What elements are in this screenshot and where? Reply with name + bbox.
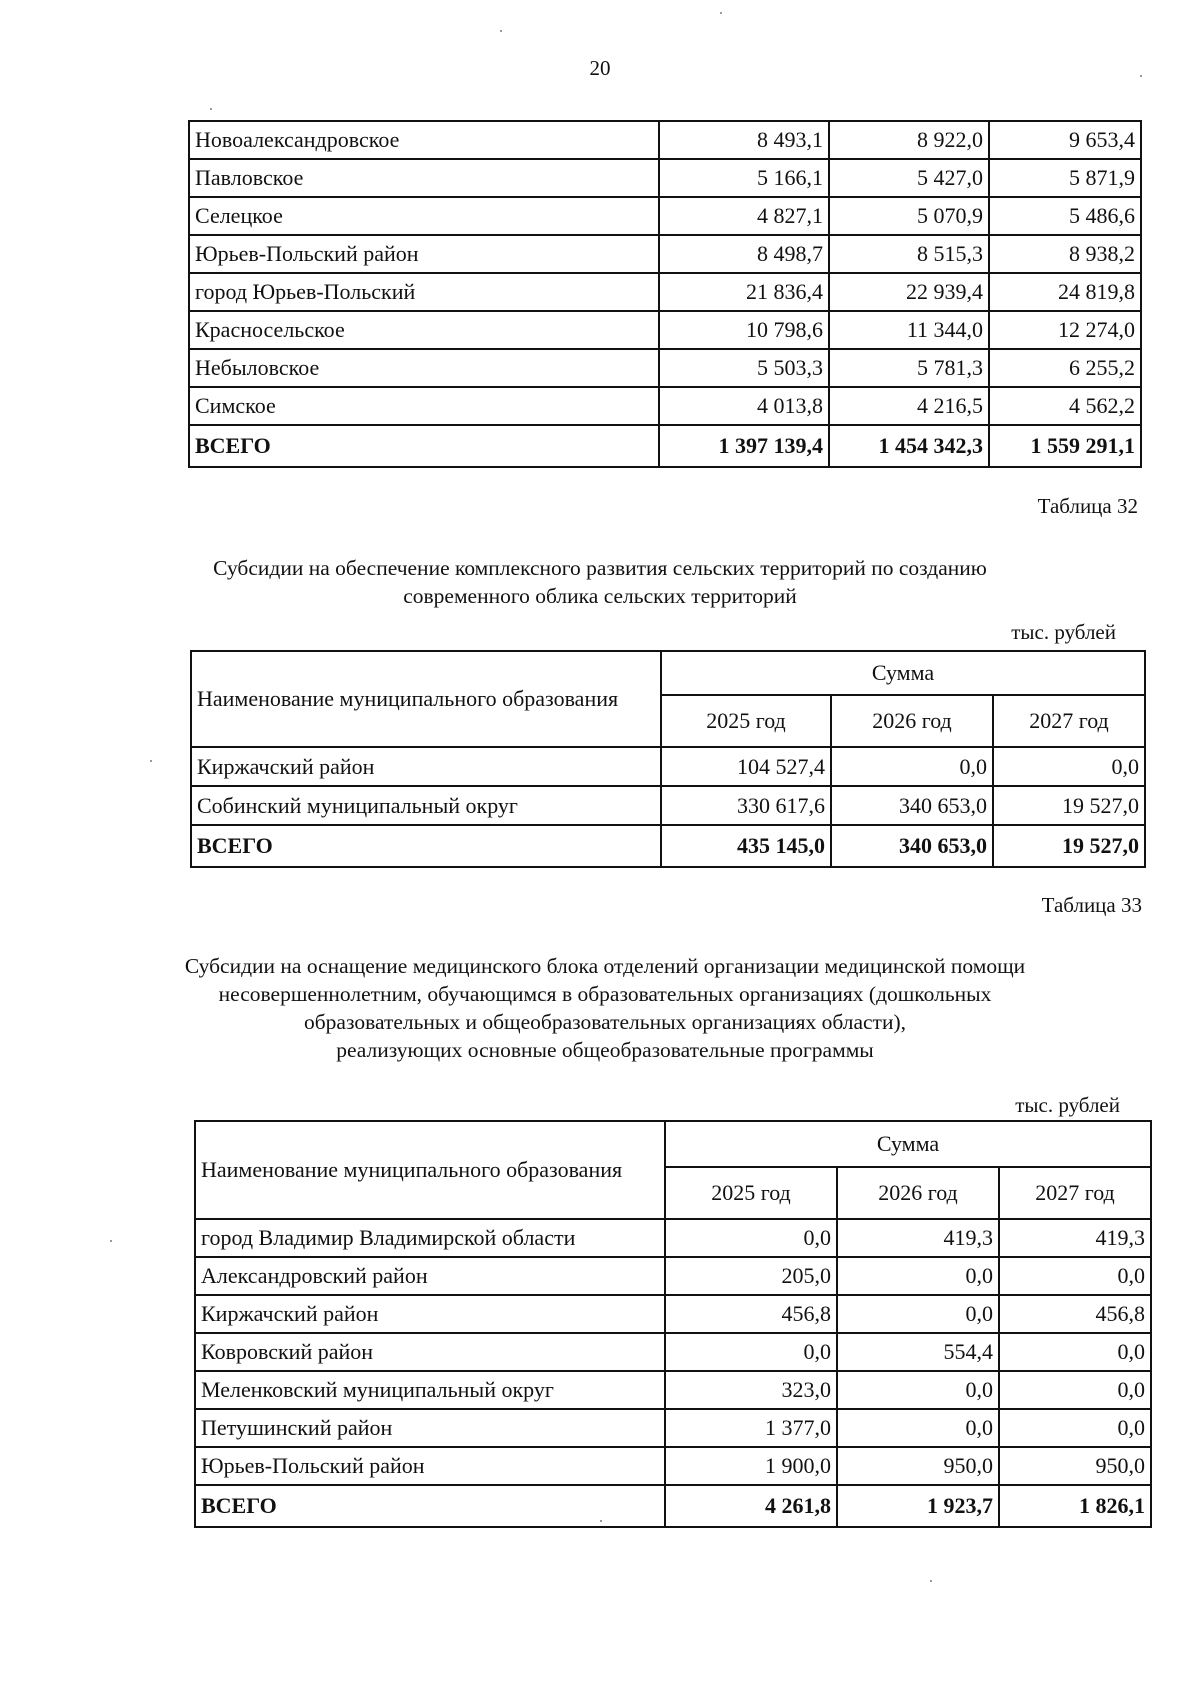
value-2025: 1 377,0: [665, 1409, 837, 1447]
value-2026: 950,0: [837, 1447, 999, 1485]
table-row: [195, 1333, 1151, 1371]
row-name: Собинский муниципальный округ: [191, 786, 661, 825]
row-name: Меленковский муниципальный округ: [195, 1371, 665, 1409]
value-2026: 5 427,0: [829, 159, 989, 197]
total-row: [191, 825, 1145, 867]
value-2026: 0,0: [837, 1295, 999, 1333]
value-2025: 4 013,8: [659, 387, 829, 425]
scan-speck: [600, 1520, 602, 1522]
value-2025: 330 617,6: [661, 786, 831, 825]
total-2026: 340 653,0: [831, 825, 993, 867]
table33-units: тыс. рублей: [1015, 1093, 1120, 1117]
total-row: [189, 425, 1141, 467]
table-row: [189, 349, 1141, 387]
value-2025: 0,0: [665, 1333, 837, 1371]
total-2026: 1 923,7: [837, 1485, 999, 1527]
value-2027: 5 871,9: [989, 159, 1141, 197]
value-2026: 8 515,3: [829, 235, 989, 273]
total-2025: 435 145,0: [661, 825, 831, 867]
value-2025: 4 827,1: [659, 197, 829, 235]
value-2025: 104 527,4: [661, 747, 831, 786]
value-2026: 0,0: [837, 1409, 999, 1447]
value-2027: 0,0: [999, 1333, 1151, 1371]
value-2026: 4 216,5: [829, 387, 989, 425]
column-header-2025: 2025 год: [665, 1167, 837, 1219]
value-2026: 0,0: [831, 747, 993, 786]
table-row: [189, 197, 1141, 235]
table-row: [195, 1219, 1151, 1257]
column-header-2027: 2027 год: [993, 695, 1145, 747]
table33-title-line: образовательных и общеобразовательных организациях области),: [303, 1010, 906, 1034]
scan-speck: [150, 760, 152, 762]
total-2026: 1 454 342,3: [829, 425, 989, 467]
row-name: Киржачский район: [191, 747, 661, 786]
table33-title: [170, 952, 1040, 1064]
row-name: Небыловское: [189, 349, 659, 387]
value-2027: 8 938,2: [989, 235, 1141, 273]
column-header-2026: 2026 год: [831, 695, 993, 747]
value-2026: 419,3: [837, 1219, 999, 1257]
table33: [194, 1120, 1152, 1528]
scan-speck: [110, 1240, 112, 1242]
value-2026: 5 781,3: [829, 349, 989, 387]
value-2025: 10 798,6: [659, 311, 829, 349]
value-2026: 0,0: [837, 1371, 999, 1409]
scan-speck: [500, 30, 502, 32]
column-header-name: Наименование муниципального образования: [191, 651, 661, 747]
total-row: [195, 1485, 1151, 1527]
page-number: 20: [589, 56, 611, 80]
table-row: [189, 159, 1141, 197]
value-2026: 8 922,0: [829, 121, 989, 159]
value-2025: 21 836,4: [659, 273, 829, 311]
value-2027: 0,0: [999, 1371, 1151, 1409]
scan-speck: [930, 1580, 932, 1582]
value-2025: 8 498,7: [659, 235, 829, 273]
value-2027: 0,0: [993, 747, 1145, 786]
table-row: [189, 311, 1141, 349]
row-name: Новоалександровское: [189, 121, 659, 159]
value-2025: 5 166,1: [659, 159, 829, 197]
row-name: Юрьев-Польский район: [195, 1447, 665, 1485]
row-name: город Юрьев-Польский: [189, 273, 659, 311]
table-top-continuation: [188, 120, 1142, 468]
row-name: Симское: [189, 387, 659, 425]
row-name: Ковровский район: [195, 1333, 665, 1371]
table32-title: [150, 554, 1050, 610]
value-2025: 1 900,0: [665, 1447, 837, 1485]
table-row: [195, 1409, 1151, 1447]
total-2027: 1 826,1: [999, 1485, 1151, 1527]
table-row: [191, 747, 1145, 786]
scan-speck: [210, 108, 212, 110]
value-2026: 0,0: [837, 1257, 999, 1295]
scan-speck: [720, 12, 722, 14]
total-2027: 1 559 291,1: [989, 425, 1141, 467]
table-row: [195, 1371, 1151, 1409]
table32: [190, 650, 1146, 868]
value-2027: 950,0: [999, 1447, 1151, 1485]
table33-title-line: реализующих основные общеобразовательные программы: [336, 1038, 874, 1062]
table-row: [189, 235, 1141, 273]
row-name: Юрьев-Польский район: [189, 235, 659, 273]
total-2027: 19 527,0: [993, 825, 1145, 867]
table32-units: тыс. рублей: [1011, 620, 1116, 644]
value-2027: 19 527,0: [993, 786, 1145, 825]
row-name: Киржачский район: [195, 1295, 665, 1333]
table32-caption: Таблица 32: [1037, 494, 1138, 518]
value-2027: 9 653,4: [989, 121, 1141, 159]
column-header-2027: 2027 год: [999, 1167, 1151, 1219]
row-name: Петушинский район: [195, 1409, 665, 1447]
table-row: [189, 273, 1141, 311]
value-2025: 323,0: [665, 1371, 837, 1409]
value-2026: 22 939,4: [829, 273, 989, 311]
total-2025: 4 261,8: [665, 1485, 837, 1527]
row-name: Александровский район: [195, 1257, 665, 1295]
column-header-name: Наименование муниципального образования: [195, 1121, 665, 1219]
value-2026: 5 070,9: [829, 197, 989, 235]
table-row: [189, 387, 1141, 425]
value-2027: 0,0: [999, 1257, 1151, 1295]
total-label: ВСЕГО: [191, 825, 661, 867]
row-name: Красносельское: [189, 311, 659, 349]
value-2027: 419,3: [999, 1219, 1151, 1257]
value-2026: 11 344,0: [829, 311, 989, 349]
table32-title-line: Субсидии на обеспечение комплексного развития сельских территорий по созданию: [213, 556, 987, 580]
table33-title-line: Субсидии на оснащение медицинского блока отделений организации медицинской помощи: [184, 954, 1026, 978]
value-2027: 4 562,2: [989, 387, 1141, 425]
column-header-2026: 2026 год: [837, 1167, 999, 1219]
column-header-2025: 2025 год: [661, 695, 831, 747]
value-2027: 24 819,8: [989, 273, 1141, 311]
value-2025: 0,0: [665, 1219, 837, 1257]
value-2025: 456,8: [665, 1295, 837, 1333]
value-2027: 456,8: [999, 1295, 1151, 1333]
scan-speck: [1140, 75, 1142, 77]
table32-title-line: современного облика сельских территорий: [403, 584, 797, 608]
table-row: [189, 121, 1141, 159]
table-row: [191, 786, 1145, 825]
value-2027: 6 255,2: [989, 349, 1141, 387]
value-2025: 205,0: [665, 1257, 837, 1295]
value-2025: 8 493,1: [659, 121, 829, 159]
total-label: ВСЕГО: [195, 1485, 665, 1527]
value-2025: 5 503,3: [659, 349, 829, 387]
value-2026: 554,4: [837, 1333, 999, 1371]
total-2025: 1 397 139,4: [659, 425, 829, 467]
table-row: [195, 1257, 1151, 1295]
table33-caption: Таблица 33: [1041, 893, 1142, 917]
column-header-sum: Сумма: [661, 651, 1145, 695]
value-2027: 5 486,6: [989, 197, 1141, 235]
row-name: Павловское: [189, 159, 659, 197]
value-2026: 340 653,0: [831, 786, 993, 825]
table-row: [195, 1447, 1151, 1485]
total-label: ВСЕГО: [189, 425, 659, 467]
value-2027: 0,0: [999, 1409, 1151, 1447]
row-name: город Владимир Владимирской области: [195, 1219, 665, 1257]
table-row: [195, 1295, 1151, 1333]
row-name: Селецкое: [189, 197, 659, 235]
column-header-sum: Сумма: [665, 1121, 1151, 1167]
table33-title-line: несовершеннолетним, обучающимся в образовательных организациях (дошкольных: [218, 982, 992, 1006]
value-2027: 12 274,0: [989, 311, 1141, 349]
